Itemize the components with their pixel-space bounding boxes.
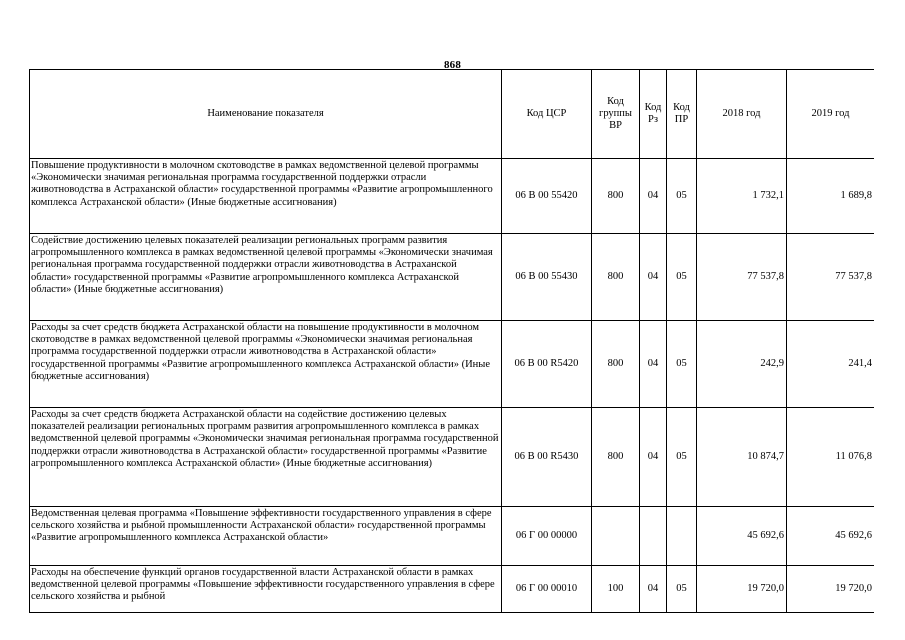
row-rz: 04 xyxy=(640,159,667,234)
row-pr xyxy=(667,507,697,566)
header-row xyxy=(30,70,875,159)
row-2018: 19 720,0 xyxy=(697,566,787,613)
row-rz: 04 xyxy=(640,408,667,507)
row-2019: 11 076,8 xyxy=(787,408,875,507)
row-2018: 45 692,6 xyxy=(697,507,787,566)
row-vr: 800 xyxy=(592,234,640,321)
row-csr: 06 Г 00 00010 xyxy=(502,566,592,613)
row-2019: 1 689,8 xyxy=(787,159,875,234)
row-csr: 06 В 00 R5430 xyxy=(502,408,592,507)
row-vr: 800 xyxy=(592,321,640,408)
row-pr: 05 xyxy=(667,566,697,613)
row-name: Расходы на обеспечение функций органов государственной власти Астраханской области в рамках ведомственной целевой программы «Повышение эффективности государственного управления в сфере сельского хозяйства и рыбной xyxy=(30,566,502,613)
row-2018: 1 732,1 xyxy=(697,159,787,234)
header-rz: Код Рз xyxy=(640,70,667,159)
header-2019: 2019 год xyxy=(787,70,875,159)
row-2019: 77 537,8 xyxy=(787,234,875,321)
table-row xyxy=(30,159,875,234)
header-csr: Код ЦСР xyxy=(502,70,592,159)
row-2018: 242,9 xyxy=(697,321,787,408)
row-csr: 06 В 00 55430 xyxy=(502,234,592,321)
row-vr: 800 xyxy=(592,408,640,507)
row-csr: 06 В 00 55420 xyxy=(502,159,592,234)
table-row xyxy=(30,321,875,408)
row-vr: 800 xyxy=(592,159,640,234)
row-pr: 05 xyxy=(667,408,697,507)
row-csr: 06 Г 00 00000 xyxy=(502,507,592,566)
table-row xyxy=(30,566,875,613)
row-2019: 45 692,6 xyxy=(787,507,875,566)
row-name: Расходы за счет средств бюджета Астраханской области на содействие достижению целевых показателей реализации региональных программ развития агропромышленного комплекса в рамках ведомственной целевой программы «Экономически значимая региональная программа государственной поддержки отрасли животноводства в Астраханской области» государственной программы «Развитие агропромышленного комплекса Астраханской области» (Иные бюджетные ассигнования) xyxy=(30,408,502,507)
row-2019: 19 720,0 xyxy=(787,566,875,613)
row-pr: 05 xyxy=(667,321,697,408)
row-rz xyxy=(640,507,667,566)
row-name: Расходы за счет средств бюджета Астраханской области на повышение продуктивности в молочном скотоводстве в рамках ведомственной целевой программы «Экономически значимая региональная программа государственной поддержки отрасли животноводства в Астраханской области» государственной программы «Развитие агропромышленного комплекса Астраханской области» (Иные бюджетные ассигнования) xyxy=(30,321,502,408)
row-rz: 04 xyxy=(640,321,667,408)
header-name: Наименование показателя xyxy=(30,70,502,159)
row-2018: 10 874,7 xyxy=(697,408,787,507)
table-row xyxy=(30,408,875,507)
row-csr: 06 В 00 R5420 xyxy=(502,321,592,408)
row-pr: 05 xyxy=(667,234,697,321)
budget-table-container xyxy=(29,69,874,640)
row-pr: 05 xyxy=(667,159,697,234)
budget-table xyxy=(29,69,874,613)
row-name: Содействие достижению целевых показателей реализации региональных программ развития агропромышленного комплекса в рамках ведомственной целевой программы «Экономически значимая региональная программа государственной поддержки отрасли животноводства в Астраханской области» государственной программы «Развитие агропромышленного комплекса Астраханской области» (Иные бюджетные ассигнования) xyxy=(30,234,502,321)
row-name: Повышение продуктивности в молочном скотоводстве в рамках ведомственной целевой программы «Экономически значимая региональная программа государственной поддержки отрасли животноводства в Астраханской области» государственной программы «Развитие агропромышленного комплекса Астраханской области» (Иные бюджетные ассигнования) xyxy=(30,159,502,234)
row-vr: 100 xyxy=(592,566,640,613)
row-vr xyxy=(592,507,640,566)
table-row xyxy=(30,507,875,566)
row-2018: 77 537,8 xyxy=(697,234,787,321)
row-name: Ведомственная целевая программа «Повышение эффективности государственного управления в сфере сельского хозяйства и рыбной промышленности Астраханской области» государственной программы «Развитие агропромышленного комплекса Астраханской области» xyxy=(30,507,502,566)
header-pr: Код ПР xyxy=(667,70,697,159)
header-vr: Код группы ВР xyxy=(592,70,640,159)
row-2019: 241,4 xyxy=(787,321,875,408)
row-rz: 04 xyxy=(640,234,667,321)
header-2018: 2018 год xyxy=(697,70,787,159)
table-row xyxy=(30,234,875,321)
page-number: 868 xyxy=(443,59,462,71)
row-rz: 04 xyxy=(640,566,667,613)
